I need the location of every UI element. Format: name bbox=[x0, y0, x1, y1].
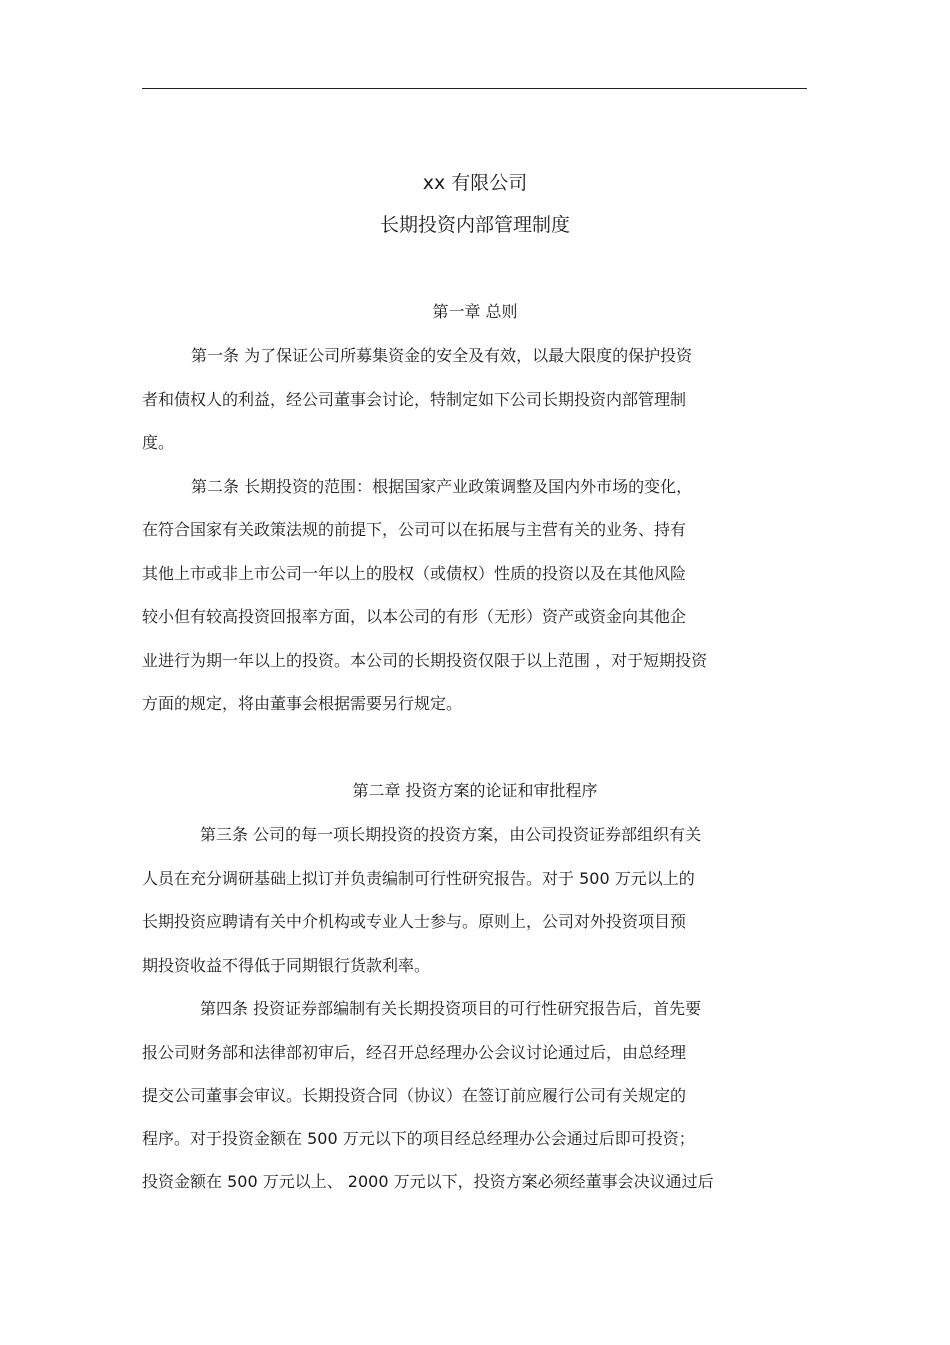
chapter-1-heading: 第一章 总则 bbox=[432, 302, 518, 321]
chapter-2-heading: 第二章 投资方案的论证和审批程序 bbox=[352, 781, 598, 800]
article-2-line-5: 业进行为期一年以上的投资。本公司的长期投资仅限于以上范围 ，对于短期投资 bbox=[142, 651, 708, 670]
article-3-line-3: 长期投资应聘请有关中介机构或专业人士参与。原则上，公司对外投资项目预 bbox=[142, 912, 687, 931]
article-2-line-1: 第二条 长期投资的范围：根据国家产业政策调整及国内外市场的变化， bbox=[191, 477, 693, 496]
article-3-line-1: 第三条 公司的每一项长期投资的投资方案，由公司投资证券部组织有关 bbox=[200, 825, 702, 844]
article-4-line-2: 报公司财务部和法律部初审后，经召开总经理办公会议讨论通过后，由总经理 bbox=[142, 1043, 687, 1062]
article-2-line-6: 方面的规定，将由董事会根据需要另行规定。 bbox=[142, 694, 463, 713]
document-title: 长期投资内部管理制度 bbox=[379, 214, 570, 236]
article-4-line-3: 提交公司董事会审议。长期投资合同（协议）在签订前应履行公司有关规定的 bbox=[142, 1086, 687, 1105]
article-2-line-3: 其他上市或非上市公司一年以上的股权（或债权）性质的投资以及在其他风险 bbox=[142, 564, 687, 583]
article-4-line-4: 程序。对于投资金额在 500 万元以下的项目经总经理办公会通过后即可投资； bbox=[142, 1129, 695, 1148]
company-title: xx 有限公司 bbox=[422, 172, 528, 194]
article-1-line-3: 度。 bbox=[142, 433, 175, 452]
article-2-line-4: 较小但有较高投资回报率方面，以本公司的有形（无形）资产或资金向其他企 bbox=[142, 607, 687, 626]
article-3-line-2: 人员在充分调研基础上拟订并负责编制可行性研究报告。对于 500 万元以上的 bbox=[142, 869, 695, 888]
article-4-line-5: 投资金额在 500 万元以上、 2000 万元以下，投资方案必须经董事会决议通过后 bbox=[142, 1172, 714, 1191]
article-4-line-1: 第四条 投资证券部编制有关长期投资项目的可行性研究报告后，首先要 bbox=[200, 999, 702, 1018]
header-rule bbox=[142, 88, 807, 89]
article-1-line-1: 第一条 为了保证公司所募集资金的安全及有效，以最大限度的保护投资 bbox=[191, 346, 693, 365]
article-2-line-2: 在符合国家有关政策法规的前提下，公司可以在拓展与主营有关的业务、持有 bbox=[142, 520, 687, 539]
article-1-line-2: 者和债权人的利益，经公司董事会讨论，特制定如下公司长期投资内部管理制 bbox=[142, 390, 687, 409]
article-3-line-4: 期投资收益不得低于同期银行货款利率。 bbox=[142, 956, 431, 975]
